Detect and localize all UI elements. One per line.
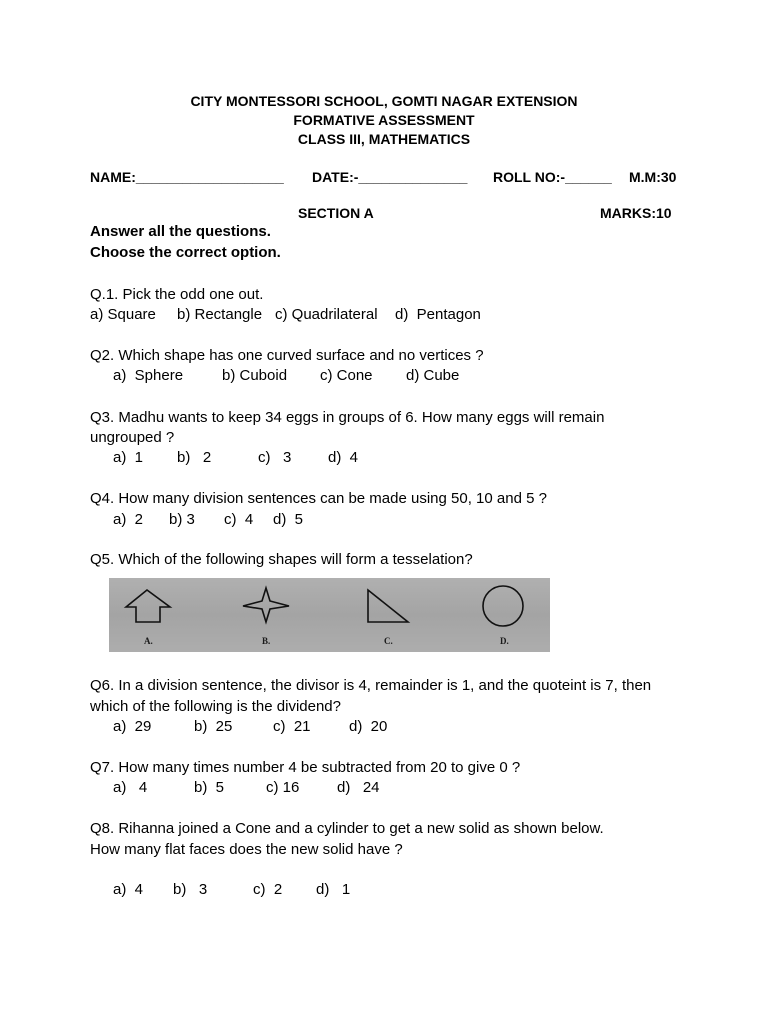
q4-option-d: d) 5 — [273, 511, 304, 528]
q6-option-a: a) 29 — [113, 718, 152, 735]
q2-option-c: c) Cone — [320, 367, 373, 384]
section-title: SECTION A — [298, 205, 374, 221]
q7-option-b: b) 5 — [194, 779, 225, 796]
shape-label-d: D. — [500, 636, 509, 646]
q2-option-a: a) Sphere — [113, 367, 184, 384]
question-8-text: Q8. Rihanna joined a Cone and a cylinder to get a new solid as shown below. — [90, 820, 604, 837]
question-3-text: Q3. Madhu wants to keep 34 eggs in groups of 6. How many eggs will remain — [90, 409, 605, 426]
right-triangle-icon — [368, 590, 408, 622]
question-5-text: Q5. Which of the following shapes will form a tesselation? — [90, 551, 473, 568]
class-subject: CLASS III, MATHEMATICS — [297, 131, 471, 147]
q4-option-a: a) 2 — [113, 511, 144, 528]
q6-option-d: d) 20 — [349, 718, 388, 735]
q8-option-d: d) 1 — [316, 881, 351, 898]
four-point-star-icon — [243, 588, 289, 622]
date-field: DATE:-______________ — [312, 169, 468, 185]
question-1-text: Q.1. Pick the odd one out. — [90, 286, 264, 303]
question-2-text: Q2. Which shape has one curved surface and no vertices ? — [90, 347, 484, 364]
roll-no-field: ROLL NO:-______ — [493, 169, 612, 185]
q3-option-b: b) 2 — [177, 449, 212, 466]
name-field: NAME:___________________ — [90, 169, 284, 185]
question-4-text: Q4. How many division sentences can be made using 50, 10 and 5 ? — [90, 490, 547, 507]
arrow-up-shape-icon — [126, 590, 170, 622]
q4-option-c: c) 4 — [224, 511, 254, 528]
q8-option-b: b) 3 — [173, 881, 208, 898]
question-3-text-line2: ungrouped ? — [90, 429, 175, 446]
q3-option-d: d) 4 — [328, 449, 359, 466]
circle-icon — [483, 586, 523, 626]
q3-option-c: c) 3 — [258, 449, 292, 466]
instruction-2: Choose the correct option. — [90, 244, 281, 261]
q7-option-c: c) 16 — [266, 779, 300, 796]
q1-option-d: d) Pentagon — [395, 306, 481, 323]
shape-label-a: A. — [144, 636, 153, 646]
question-6-text: Q6. In a division sentence, the divisor is 4, remainder is 1, and the quoteint is 7, then — [90, 677, 652, 694]
question-6-text-line2: which of the following is the dividend? — [90, 698, 341, 715]
q4-option-b: b) 3 — [169, 511, 195, 528]
q6-option-b: b) 25 — [194, 718, 233, 735]
assessment-title: FORMATIVE ASSESSMENT — [293, 112, 475, 128]
q7-option-a: a) 4 — [113, 779, 148, 796]
shape-label-b: B. — [262, 636, 271, 646]
q8-option-c: c) 2 — [253, 881, 283, 898]
instruction-1: Answer all the questions. — [90, 223, 271, 240]
q2-option-d: d) Cube — [406, 367, 460, 384]
q8-option-a: a) 4 — [113, 881, 144, 898]
q1-option-c: c) Quadrilateral — [275, 306, 378, 323]
q1-option-a: a) Square — [90, 306, 156, 323]
q7-option-d: d) 24 — [337, 779, 380, 796]
question-7-text: Q7. How many times number 4 be subtracted from 20 to give 0 ? — [90, 759, 521, 776]
q2-option-b: b) Cuboid — [222, 367, 288, 384]
q6-option-c: c) 21 — [273, 718, 311, 735]
question-8-text-line2: How many flat faces does the new solid have ? — [90, 841, 403, 858]
tessellation-shapes-figure — [109, 578, 550, 652]
school-name: CITY MONTESSORI SCHOOL, GOMTI NAGAR EXTENSION — [190, 93, 578, 109]
max-marks: M.M:30 — [629, 169, 677, 185]
shape-label-c: C. — [384, 636, 393, 646]
q1-option-b: b) Rectangle — [177, 306, 263, 323]
q3-option-a: a) 1 — [113, 449, 144, 466]
section-marks: MARKS:10 — [600, 205, 672, 221]
